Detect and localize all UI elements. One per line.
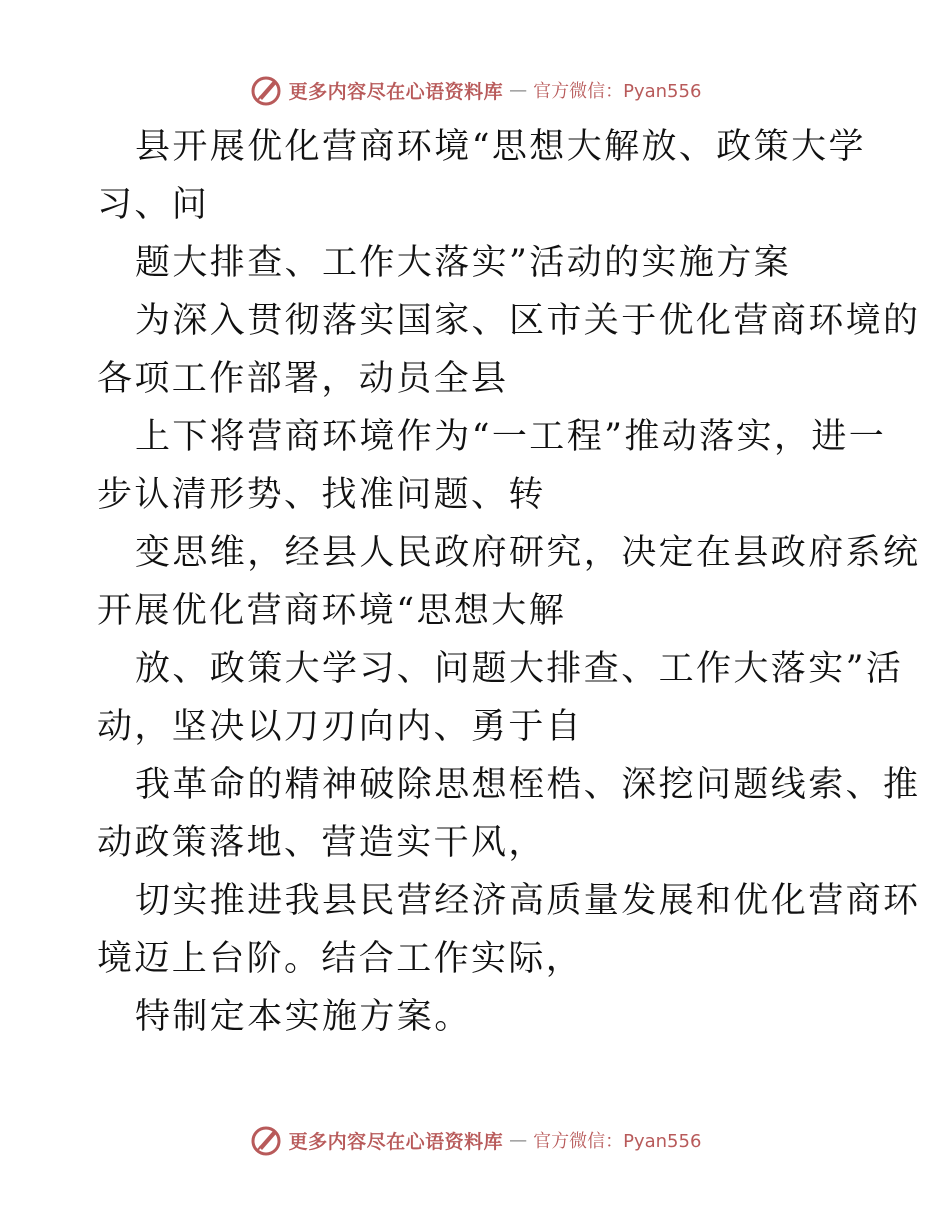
text-line: 上下将营商环境作为“一工程”推动落实，进一 xyxy=(135,417,887,457)
text-line: 动政策落地、营造实干风， xyxy=(97,823,546,863)
text-line: 步认清形势、找准问题、转 xyxy=(97,475,546,515)
text-line: 题大排查、工作大落实”活动的实施方案 xyxy=(135,243,792,283)
watermark-dash: — xyxy=(509,1129,528,1151)
watermark-wechat: 官方微信：Pyan556 xyxy=(533,81,702,102)
text-line: 习、问 xyxy=(97,185,210,225)
text-line: 为深入贯彻落实国家、区市关于优化营商环境的 xyxy=(135,301,921,341)
text-line: 放、政策大学习、问题大排查、工作大落实”活 xyxy=(135,649,904,689)
watermark-dash: — xyxy=(509,79,528,101)
header-watermark xyxy=(0,70,950,110)
text-line: 境迈上台阶。结合工作实际， xyxy=(97,939,584,979)
document-body xyxy=(97,118,921,1046)
text-line: 我革命的精神破除思想桎梏、深挖问题线索、推 xyxy=(135,765,921,805)
text-line: 各项工作部署，动员全县 xyxy=(97,359,509,399)
footer-watermark xyxy=(0,1120,950,1160)
watermark-wechat: 官方微信：Pyan556 xyxy=(533,1131,702,1152)
text-line: 开展优化营商环境“思想大解 xyxy=(97,591,567,631)
text-line: 变思维，经县人民政府研究，决定在县政府系统 xyxy=(135,533,921,573)
watermark-text: 更多内容尽在心语资料库 xyxy=(288,1130,504,1153)
quill-logo-icon xyxy=(249,73,283,107)
text-line: 切实推进我县民营经济高质量发展和优化营商环 xyxy=(135,881,921,921)
quill-logo-icon xyxy=(249,1123,283,1157)
text-line: 县开展优化营商环境“思想大解放、政策大学 xyxy=(135,127,866,167)
text-line: 动，坚决以刀刃向内、勇于自 xyxy=(97,707,584,747)
watermark-text: 更多内容尽在心语资料库 xyxy=(288,80,504,103)
text-line: 特制定本实施方案。 xyxy=(135,997,472,1037)
